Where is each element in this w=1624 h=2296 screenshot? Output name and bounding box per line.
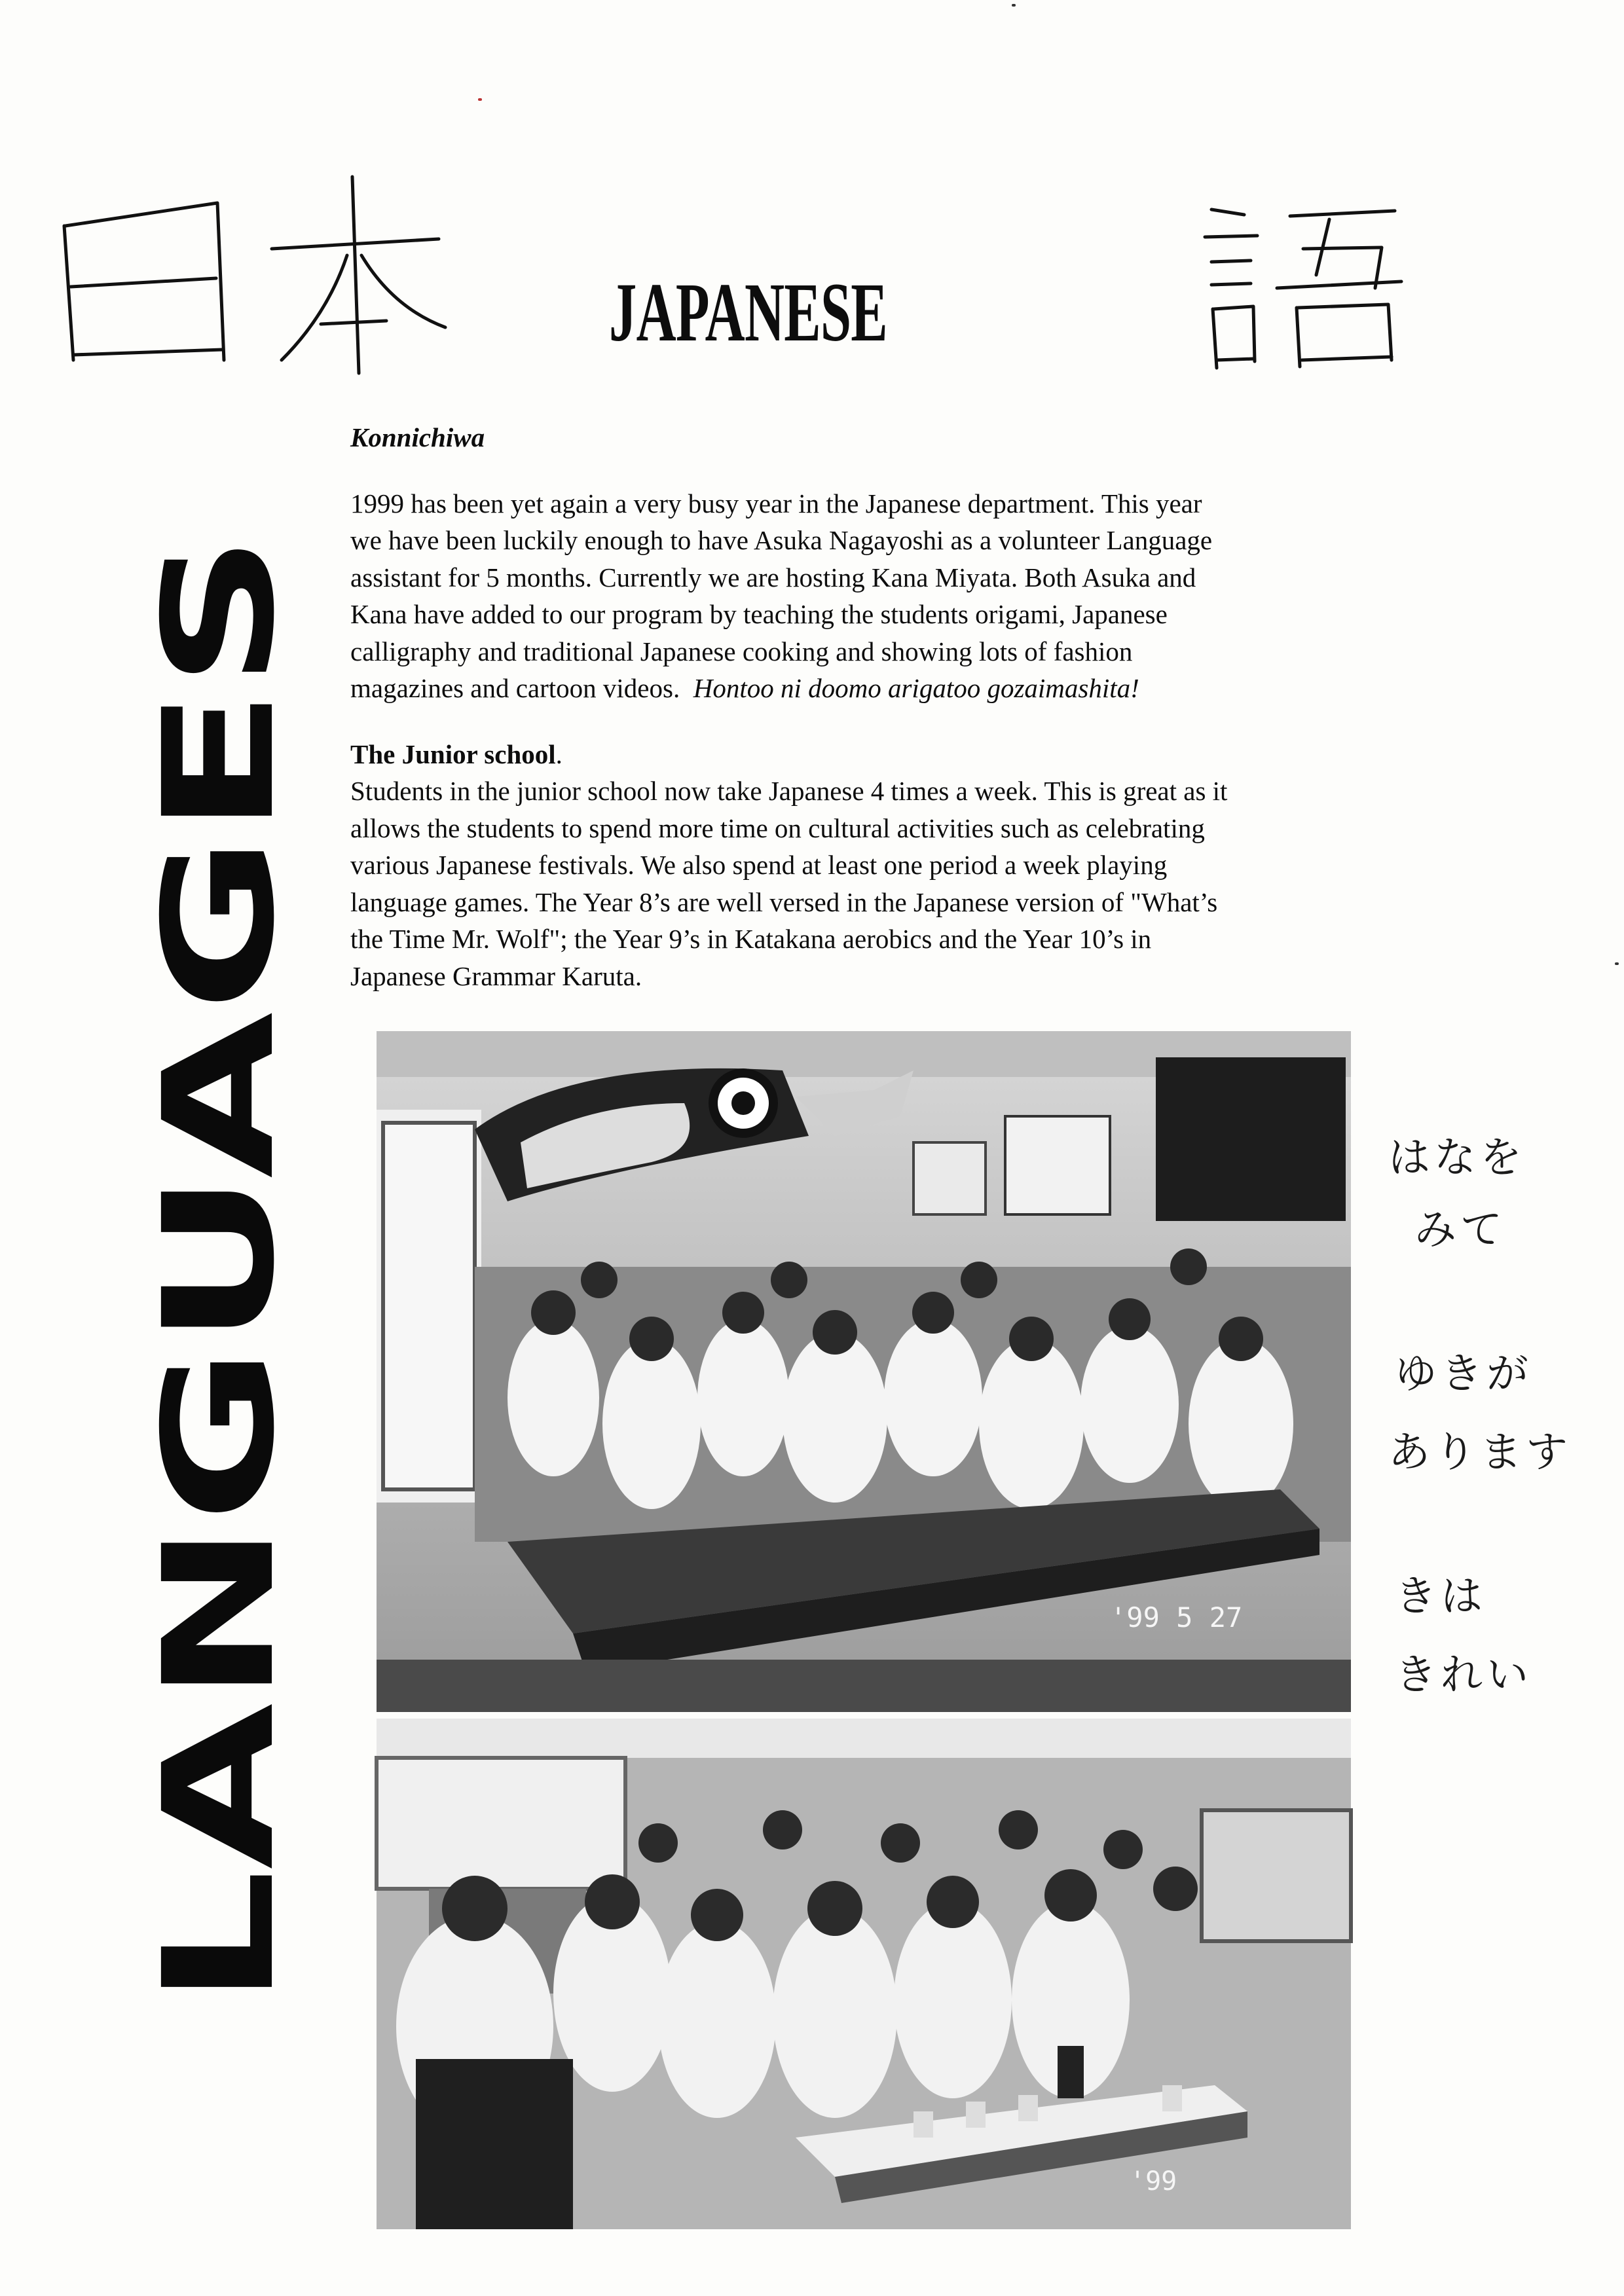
intro-line: assistant for 5 months. Currently we are hosting Kana Miyata. Both Asuka and (350, 562, 1196, 592)
intro-line: we have been luckily enough to have Asuka Nagayoshi as a volunteer Language (350, 525, 1213, 555)
languages-banner-text: LANGUAGES (131, 966, 308, 2007)
note-line: きは (1395, 1573, 1486, 1621)
junior-line: Japanese Grammar Karuta. (350, 960, 642, 991)
intro-line: 1999 has been yet again a very busy year in the Japanese department. This year (350, 488, 1202, 519)
intro-last-text: magazines and cartoon videos. (350, 673, 693, 703)
scan-speck (1012, 4, 1016, 7)
junior-line: allows the students to spend more time on cultural activities such as celebrating (350, 812, 1205, 843)
nihon-drawing (39, 164, 445, 380)
note-line: はなを (1388, 1134, 1526, 1182)
go-drawing (1198, 196, 1408, 380)
intro-line: Kana have added to our program by teaching the students origami, Japanese (350, 599, 1168, 629)
junior-line: Students in the junior school now take Japanese 4 times a week. This is great as it (350, 776, 1228, 806)
languages-banner-svg (131, 524, 314, 2016)
intro-line: calligraphy and traditional Japanese cooking and showing lots of fashion (350, 636, 1133, 666)
margin-note-svg (1375, 1126, 1598, 1741)
intro-line-last (350, 670, 1411, 707)
page-title: JAPANESE (609, 266, 887, 359)
handwritten-kanji-go (1198, 196, 1408, 380)
article-body (350, 419, 1411, 994)
junior-line: various Japanese festivals. We also spend at least one period a week playing (350, 850, 1168, 880)
scan-speck (1615, 962, 1619, 965)
subheading-text: The Junior school (350, 738, 556, 769)
note-line: ゆきが (1395, 1350, 1532, 1398)
junior-school-paragraph (350, 773, 1411, 994)
classroom-photo-bottom (377, 1719, 1351, 2229)
intro-paragraph (350, 485, 1411, 707)
thank-you-phrase: Hontoo ni doomo arigatoo gozaimashita! (693, 673, 1139, 703)
photo-datestamp: '99 5 27 (1110, 1601, 1243, 1633)
classroom-photo-bottom-image (377, 1719, 1351, 2229)
note-line: みて (1414, 1206, 1506, 1254)
classroom-photo-top-image (377, 1031, 1351, 1712)
photo-datestamp-bottom: '99 (1130, 2166, 1177, 2196)
scan-speck (478, 98, 482, 101)
junior-line: language games. The Year 8’s are well versed in the Japanese version of "What’s (350, 886, 1218, 917)
languages-side-banner (131, 524, 314, 2016)
subheading-period: . (555, 738, 563, 769)
handwritten-margin-note (1375, 1126, 1598, 1741)
junior-line: the Time Mr. Wolf"; the Year 9’s in Katakana aerobics and the Year 10’s in (350, 924, 1152, 954)
handwritten-kanji-nihon (39, 164, 445, 380)
note-line: あります (1388, 1429, 1572, 1477)
junior-school-heading (350, 736, 1411, 773)
note-line: きれい (1395, 1651, 1532, 1700)
classroom-photo-top (377, 1031, 1351, 1712)
greeting: Konnichiwa (350, 422, 485, 452)
